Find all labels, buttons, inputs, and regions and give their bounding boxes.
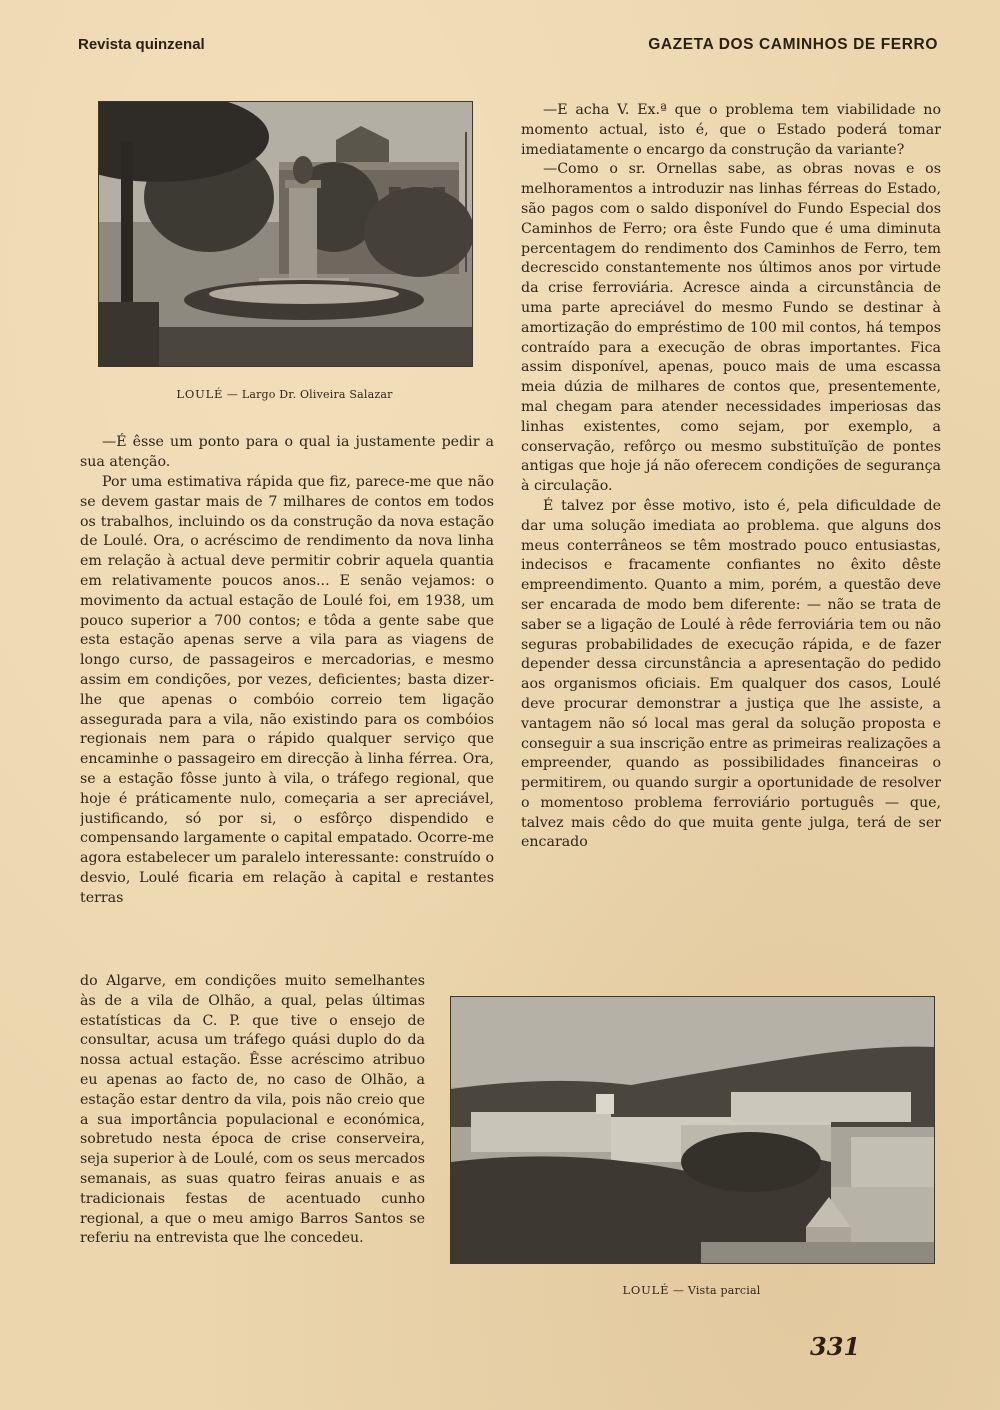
photo-image: [451, 997, 934, 1263]
paragraph: É talvez por êsse motivo, isto é, pela dificuldade de dar uma solução imediata ao problema. que alguns dos meus conterrâneos se têm mostrado pouco entusiastas, indecisos e fracamente confiantes no êxito dêste empreendimento. Quanto a mim, porém, a questão deve ser encarada de modo bem diferente: — não se trata de saber se a ligação de Loulé à rêde ferroviária tem ou não seguras probabilidades de execução rápida, e de fazer depender dessa circunstância a apresentação do pedido aos organismos oficiais. Em qualquer dos casos, Loulé deve procurar demonstrar a justiça que lhe assiste, a vantagem não só local mas geral da solução proposta e conseguir a sua inscrição entre as primeiras realizações a empreender, quando as possibilidades financeiras o permitirem, ou quando surgir a oportunidade de resolver o momentoso problema ferroviário português — que, talvez mais cêdo do que muita gente julga, terá de ser encarado: [521, 497, 941, 851]
left-column-text-cont: [80, 473, 494, 973]
photo-image: [99, 102, 472, 366]
right-column-text: [521, 101, 941, 976]
caption-place: LOULÉ: [622, 1283, 670, 1297]
paragraph: —É êsse um ponto para o qual ia justamente pedir a sua atenção.: [80, 434, 494, 470]
photo-caption-vista: LOULÉ — Vista parcial: [622, 1283, 761, 1297]
running-header-left: Revista quinzenal: [78, 36, 205, 53]
caption-title: Largo Dr. Oliveira Salazar: [241, 388, 393, 401]
caption-place: LOULÉ: [176, 387, 224, 401]
photo-vista-parcial: [450, 996, 935, 1264]
running-header-right: GAZETA DOS CAMINHOS DE FERRO: [648, 36, 938, 53]
photo-largo-oliveira-salazar: [98, 101, 473, 367]
photo-caption-largo: LOULÉ — Largo Dr. Oliveira Salazar: [176, 387, 393, 401]
left-column-text: [80, 433, 494, 473]
left-column-text-bottom: [80, 972, 425, 1302]
paragraph: —E acha V. Ex.ª que o problema tem viabilidade no momento actual, isto é, que o Estado poderá tomar imediatamente o encargo da construção da variante?: [521, 102, 941, 158]
paragraph-continuation: do Algarve, em condições muito semelhantes às de a vila de Olhão, a qual, pelas últimas estatísticas da C. P. que tive o ensejo de consultar, acusa um tráfego quási duplo do da nossa actual estação. Êsse acréscimo atribuo eu apenas ao facto de, no caso de Olhão, a estação estar dentro da vila, pois não creio que a sua importância populacional e económica, sobretudo nesta época de crise conserveira, seja superior à de Loulé, com os seus mercados semanais, as suas quatro feiras anuais e as tradicionais festas de acentuado cunho regional, a que o meu amigo Barros Santos se referiu na entrevista que lhe concedeu.: [80, 973, 425, 1247]
paragraph: —Como o sr. Ornellas sabe, as obras novas e os melhoramentos a introduzir nas linhas férreas do Estado, são pagos com o saldo disponível do Fundo Especial dos Caminhos de Ferro; ora êste Fundo que é uma diminuta percentagem do rendimento dos Caminhos de Ferro, tem decrescido constantemente nos últimos anos por virtude da crise ferroviária. Acresce ainda a circunstância de uma parte apreciável do mesmo Fundo se destinar à amortização do empréstimo de 100 mil contos, há tempos contraído para a execução de obras importantes. Fica assim disponível, apenas, pouco mais de uma escassa meia dúzia de milhares de contos que, presentemente, mal chegam para atender necessidades imperiosas das linhas existentes, como sejam, por exemplo, a conservação, refôrço ou mesmo substituïção de pontes antigas que hoje já não oferecem condições de segurança à circulação.: [521, 161, 941, 495]
paragraph: Por uma estimativa rápida que fiz, parece-me que não se devem gastar mais de 7 milhares de contos em todos os trabalhos, incluindo os da construção da nova estação de Loulé. Ora, o acréscimo de rendimento da nova linha em relação à actual deve permitir cobrir aquela quantia em relativamente poucos anos... E senão vejamos: o movimento da actual estação de Loulé foi, em 1938, um pouco superior a 700 contos; e tôda a gente sabe que esta estação apenas serve a vila para as viagens de longo curso, de passageiros e mercadorias, e mesmo assim em condições, por vezes, deficientes; basta dizer-lhe que apenas o combóio correio tem ligação assegurada para a vila, não existindo para os combóios regionais nem para o rápido qualquer serviço que encaminhe o passageiro em direcção à linha férrea. Ora, se a estação fôsse junto à vila, o tráfego regional, que hoje é práticamente nulo, começaria a ser apreciável, justificando, só por si, o esfôrço dispendido e compensando largamente o capital empatado. Ocorre-me agora estabelecer um paralelo interessante: construído o desvio, Loulé ficaria em relação à capital e restantes terras: [80, 474, 494, 906]
caption-title: Vista parcial: [687, 1284, 761, 1297]
page-number: 331: [810, 1332, 861, 1361]
